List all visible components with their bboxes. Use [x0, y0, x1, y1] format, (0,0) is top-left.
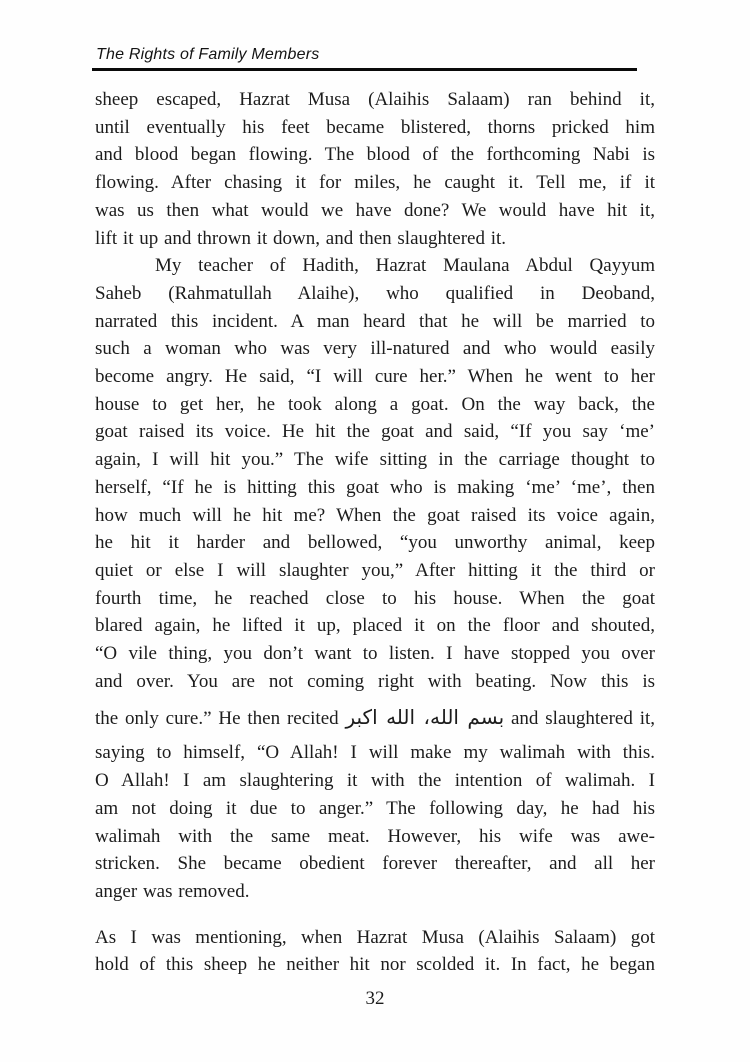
- paragraph: [95, 252, 655, 905]
- paragraph: [95, 924, 655, 979]
- text-line: stricken. She became obedient forever thereafter, and all her: [95, 853, 655, 875]
- text-line: saying to himself, “O Allah! I will make my walimah with this.: [95, 742, 655, 764]
- text-line: am not doing it due to anger.” The following day, he had his: [95, 797, 655, 819]
- text-line: how much will he hit me? When the goat raised its voice again,: [95, 504, 655, 526]
- text-line: such a woman who was very ill-natured and who would easily: [95, 338, 655, 360]
- text-line: was us then what would we have done? We would have hit it,: [95, 199, 655, 221]
- text-line: house to get her, he took along a goat. On the way back, the: [95, 393, 655, 415]
- text-line: walimah with the same meat. However, his wife was awe-: [95, 825, 655, 847]
- text-segment: the only cure.” He then recited: [95, 708, 346, 730]
- text-line: flowing. After chasing it for miles, he caught it. Tell me, if it: [95, 172, 655, 194]
- text-line: My teacher of Hadith, Hazrat Maulana Abdul Qayyum: [155, 255, 655, 277]
- text-line: fourth time, he reached close to his house. When the goat: [95, 587, 655, 609]
- text-line: he hit it harder and bellowed, “you unworthy animal, keep: [95, 532, 655, 554]
- text-line: goat raised its voice. He hit the goat and said, “If you say ‘me’: [95, 421, 655, 443]
- text-line: As I was mentioning, when Hazrat Musa (Alaihis Salaam) got: [95, 926, 655, 948]
- text-segment: and slaughtered it,: [504, 708, 656, 730]
- text-line: O Allah! I am slaughtering it with the intention of walimah. I: [95, 770, 655, 792]
- text-line: hold of this sheep he neither hit nor scolded it. In fact, he began: [95, 954, 655, 976]
- text-line: become angry. He said, “I will cure her.” When he went to her: [95, 366, 655, 388]
- running-header-title: The Rights of Family Members: [96, 46, 320, 63]
- text-line: and over. You are not coming right with beating. Now this is: [95, 670, 655, 692]
- text-line: herself, “If he is hitting this goat who is making ‘me’ ‘me’, then: [95, 476, 655, 498]
- text-line: until eventually his feet became blistered, thorns pricked him: [95, 116, 655, 138]
- text-line: “O vile thing, you don’t want to listen. I have stopped you over: [95, 643, 655, 665]
- text-line: Saheb (Rahmatullah Alaihe), who qualified in Deoband,: [95, 282, 655, 304]
- text-line: blared again, he lifted it up, placed it on the floor and shouted,: [95, 615, 655, 637]
- paragraph: [95, 86, 655, 252]
- document-body: [95, 86, 655, 979]
- text-line: narrated this incident. A man heard that he will be married to: [95, 310, 655, 332]
- header-rule-divider: [92, 68, 637, 71]
- page-number: 32: [365, 988, 385, 1009]
- text-line: again, I will hit you.” The wife sitting in the carriage thought to: [95, 449, 655, 471]
- arabic-phrase: بسم الله، الله اكبر: [345, 705, 505, 730]
- text-line: anger was removed.: [95, 880, 250, 902]
- text-line: lift it up and thrown it down, and then slaughtered it.: [95, 227, 507, 249]
- text-line: [95, 695, 655, 739]
- text-line: and blood began flowing. The blood of the forthcoming Nabi is: [95, 144, 655, 166]
- text-line: sheep escaped, Hazrat Musa (Alaihis Salaam) ran behind it,: [95, 89, 655, 110]
- text-line: quiet or else I will slaughter you,” After hitting it the third or: [95, 559, 655, 581]
